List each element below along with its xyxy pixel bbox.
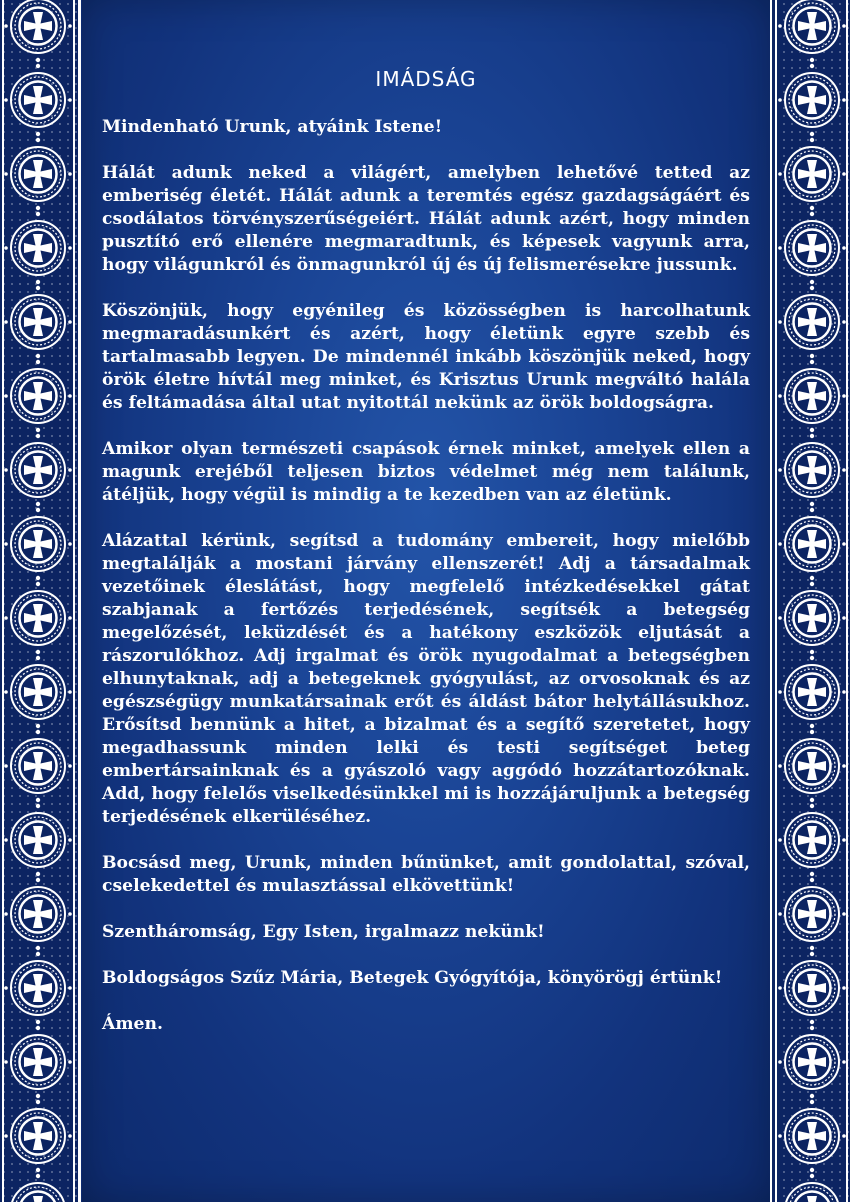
amen-paragraph: Ámen. (102, 1014, 163, 1034)
disaster-paragraph: Amikor olyan természeti csapások érnek minket, amelyek ellen a magunk erejéből teljesen biztos védelmet még nem találunk, átéljük, hogy végül is mindig a te kezedben van az életünk. (102, 439, 750, 505)
mary-paragraph: Boldogságos Szűz Mária, Betegek Gyógyítója, könyörögj értünk! (102, 968, 723, 988)
folk-pattern-icon (772, 0, 850, 1202)
invocation-paragraph: Mindenható Urunk, atyáink Istene! (102, 117, 443, 137)
folk-pattern-icon (0, 0, 78, 1202)
right-ornament-border (772, 0, 850, 1202)
page-title: IMÁDSÁG (375, 67, 477, 91)
trinity-paragraph: Szentháromság, Egy Isten, irgalmazz nekünk! (102, 922, 545, 942)
thanksgiving-paragraph: Hálát adunk neked a világért, amelyben lehetővé tetted az emberiség életét. Hálát adunk a teremtés egész gazdagságáért és csodálatos törvényszerűségeiért. Hálát adunk azért, hogy minden pusztító erő ellenére megmaradtunk, és képesek vagyunk arra, hogy világunkról és önmagunkról új és új felismerésekre jussunk. (102, 163, 750, 275)
left-divider-line (78, 0, 81, 1202)
left-ornament-border (0, 0, 78, 1202)
petition-paragraph: Alázattal kérünk, segítsd a tudomány embereit, hogy mielőbb megtalálják a mostani járvány ellenszerét! Adj a társadalmak vezetőinek éleslátást, hogy megfelelő intézkedésekkel gátat szabjanak a fertőzés terjedésének, segítsék a betegség megelőzését, leküzdését és a hatékony eszközök eljutását a rászorulókhoz. Adj irgalmat és örök nyugodalmat a betegségben elhunytaknak, adj a betegeknek gyógyulást, az orvosoknak és az egészségügy munkatársainak erőt és áldást bátor helytállásukhoz. Erősítsd bennünk a hitet, a bizalmat és a segítő szeretetet, hogy megadhassunk minden lelki és testi segítséget beteg embertársainknak és a gyászoló vagy aggódó hozzátartozóknak. Add, hogy felelős viselkedésünkkel mi is hozzájáruljunk a betegség terjedésének elkerüléséhez. (102, 531, 750, 827)
prayer-text (102, 64, 750, 1059)
gratitude-paragraph: Köszönjük, hogy egyénileg és közösségben is harcolhatunk megmaradásunkért és azért, hogy életünk egyre szebb és tartalmasabb legyen. De mindennél inkább köszönjük neked, hogy örök életre hívtál meg minket, és Krisztus Urunk megváltó halála és feltámadása által utat nyitottál nekünk az örök boldogságra. (102, 301, 750, 413)
forgiveness-paragraph: Bocsásd meg, Urunk, minden bűnünket, amit gondolattal, szóval, cselekedettel és mulasztással elkövettünk! (102, 853, 750, 896)
